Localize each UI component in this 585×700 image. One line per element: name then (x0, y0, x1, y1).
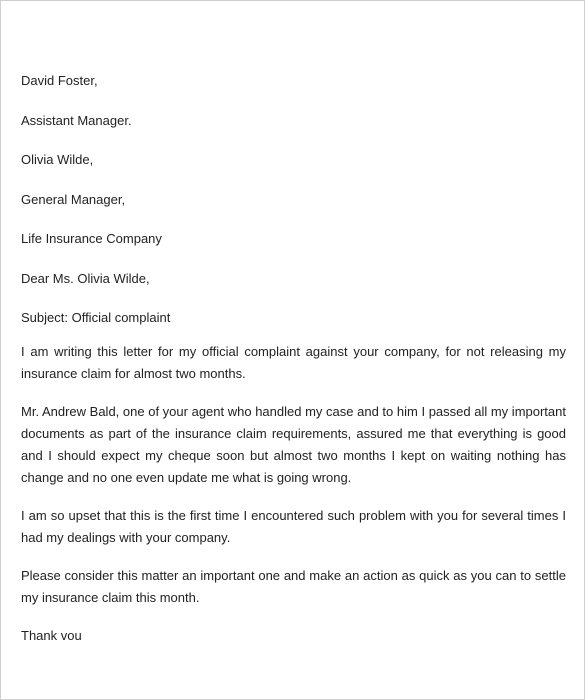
recipient-name: Olivia Wilde, (21, 152, 94, 167)
recipient-title: General Manager, (21, 191, 126, 207)
paragraph-request: Please consider this matter an important one and make an action as quick as you can to settle my insurance claim this month. (21, 567, 566, 605)
letter-body (21, 61, 566, 647)
paragraph-details: Mr. Andrew Bald, one of your agent who handled my case and to him I passed all my important documents as part of the insurance claim requirements, assured me that everything is good and I should expect my cheque soon but almost two months I kept on waiting nothing has change and no one even update me what is going wrong. (21, 403, 566, 485)
company-name: Life Insurance Company (21, 231, 162, 246)
paragraph-upset: I am so upset that this is the first time I encountered such problem with you for several times I had my dealings with your company. (21, 507, 566, 545)
salutation: Dear Ms. Olivia Wilde, (21, 270, 150, 286)
sender-name: David Foster, (21, 73, 98, 88)
closing-line: Thank vou (21, 627, 82, 643)
paragraph-complaint: I am writing this letter for my official complaint against your company, for not releasing my insurance claim for almost two months. (21, 343, 566, 381)
sender-title: Assistant Manager. (21, 112, 132, 128)
subject-line: Subject: Official complaint (21, 310, 171, 325)
